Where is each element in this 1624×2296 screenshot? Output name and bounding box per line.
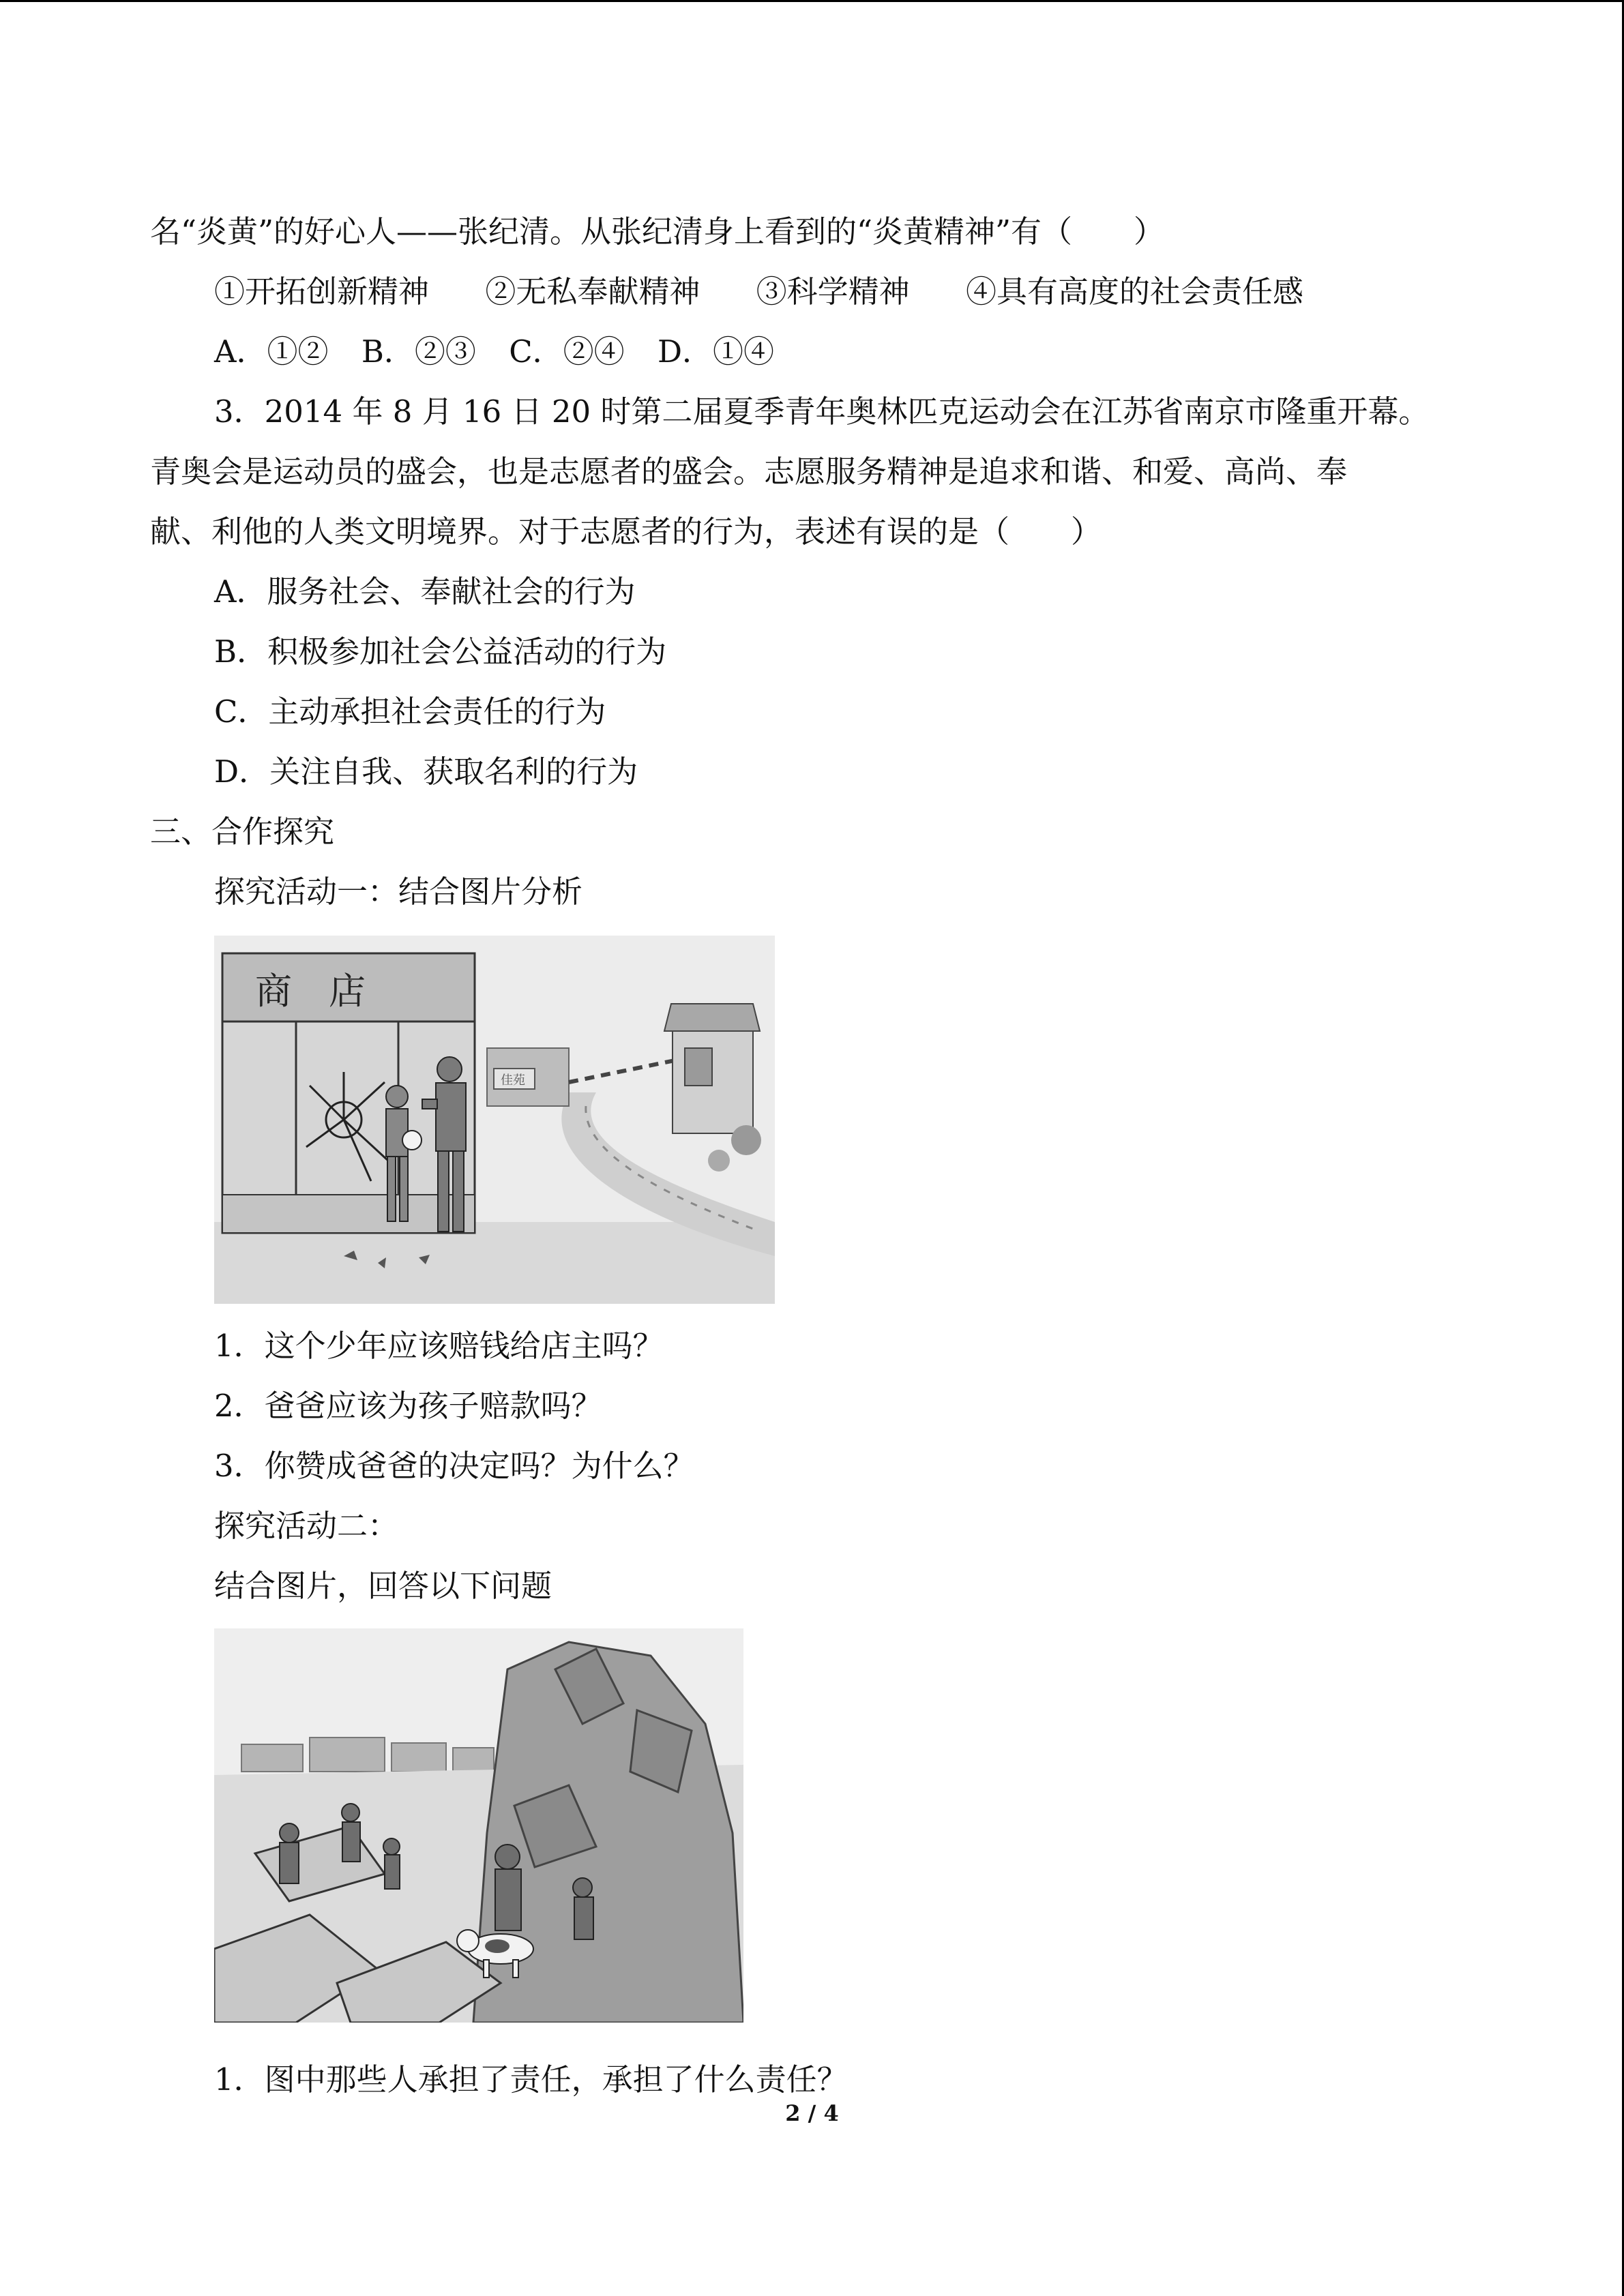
- q3-choice-a: A．服务社会、奉献社会的行为: [214, 573, 636, 610]
- activity-1-question-2: 2．爸爸应该为孩子赔款吗？: [214, 1388, 602, 1424]
- q3-stem-line-2: 青奥会是运动员的盛会，也是志愿者的盛会。志愿服务精神是追求和谐、和爱、高尚、奉: [150, 453, 1348, 490]
- q2-option-4: ④具有高度的社会责任感: [965, 273, 1303, 310]
- q2-choices: [150, 322, 1487, 382]
- q3-stem-line-1: 3．2014 年 8 月 16 日 20 时第二届夏季青年奥林匹克运动会在江苏省南京市隆重开幕。: [214, 393, 1430, 430]
- earthquake-rescue-illustration: [214, 1628, 743, 2023]
- q3-stem-line-3: 献、利他的人类文明境界。对于志愿者的行为，表述有误的是（ ）: [150, 513, 1102, 550]
- q2-choice-c: C．②④: [509, 333, 625, 370]
- q2-choice-b: B．②③: [361, 333, 476, 370]
- activity-1-question-3: 3．你赞成爸爸的决定吗？为什么？: [214, 1448, 694, 1484]
- q2-option-3: ③科学精神: [756, 273, 910, 310]
- q2-stem-end: 名“炎黄”的好心人——张纪清。从张纪清身上看到的“炎黄精神”有（ ）: [150, 213, 1165, 250]
- shop-window-illustration: [214, 936, 775, 1304]
- svg-text:佳苑: 佳苑: [501, 1073, 525, 1088]
- q2-options: [150, 262, 1487, 322]
- activity-1-question-1: 1．这个少年应该赔钱给店主吗？: [214, 1328, 664, 1364]
- q3-choice-b: B．积极参加社会公益活动的行为: [214, 633, 667, 670]
- activity-2-subtitle: 结合图片，回答以下问题: [214, 1568, 552, 1604]
- q2-choice-a: A．①②: [214, 333, 329, 370]
- q2-option-2: ②无私奉献精神: [485, 273, 700, 310]
- shop-sign: 商 店: [255, 970, 366, 1013]
- q3-choice-c: C．主动承担社会责任的行为: [214, 694, 606, 730]
- section-heading: 三、合作探究: [150, 814, 335, 850]
- activity-2-title: 探究活动二：: [214, 1508, 399, 1544]
- q2-option-1: ①开拓创新精神: [214, 273, 430, 310]
- q2-choice-d: D．①④: [657, 333, 775, 370]
- page-border-top: [0, 0, 1624, 2]
- page-number: 2 / 4: [785, 2100, 839, 2126]
- activity-2-question-1: 1．图中那些人承担了责任，承担了什么责任？: [214, 2061, 848, 2098]
- document-body: [150, 202, 1487, 2110]
- activity-1-title: 探究活动一：结合图片分析: [214, 874, 583, 910]
- q3-choice-d: D．关注自我、获取名利的行为: [214, 754, 638, 790]
